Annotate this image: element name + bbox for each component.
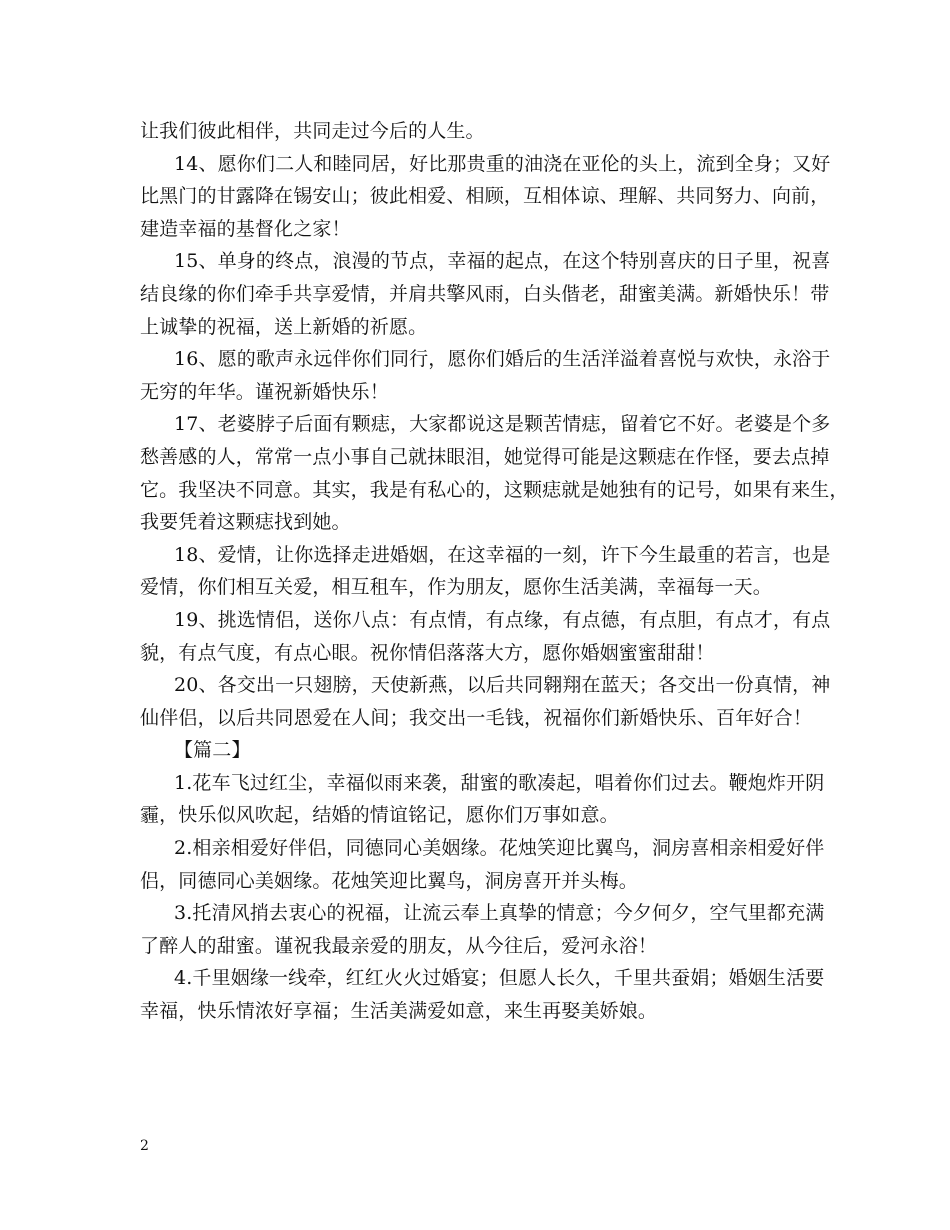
text-line: 15、单身的终点，浪漫的节点，幸福的起点，在这个特别喜庆的日子里，祝喜 [174, 250, 831, 273]
text-line: 它。我坚决不同意。其实，我是有私心的，这颗痣就是她独有的记号，如果有来生， [140, 478, 849, 501]
text-line: 2.相亲相爱好伴侣，同德同心美姻缘。花烛笑迎比翼鸟，洞房喜相亲相爱好伴 [174, 837, 825, 860]
text-line: 貌，有点气度，有点心眼。祝你情侣落落大方，愿你婚姻蜜蜜甜甜！ [140, 641, 715, 664]
text-line: 3.托清风捎去衷心的祝福，让流云奉上真挚的情意；今夕何夕，空气里都充满 [174, 902, 825, 925]
text-line: 17、老婆脖子后面有颗痣，大家都说这是颗苦情痣，留着它不好。老婆是个多 [174, 413, 831, 436]
text-line: 让我们彼此相伴，共同走过今后的人生。 [140, 120, 485, 142]
text-line: 仙伴侣，以后共同恩爱在人间；我交出一毛钱，祝福你们新婚快乐、百年好合！ [140, 706, 812, 729]
text-line: 无穷的年华。谨祝新婚快乐！ [140, 380, 389, 403]
text-line: 1.花车飞过红尘，幸福似雨来袭，甜蜜的歌凑起，唱着你们过去。鞭炮炸开阴 [174, 771, 825, 794]
text-line: 霾，快乐似风吹起，结婚的情谊铭记，愿你们万事如意。 [140, 804, 619, 827]
text-line: 建造幸福的基督化之家！ [140, 217, 351, 240]
text-line: 4.千里姻缘一线牵，红红火火过婚宴；但愿人长久，千里共蚕娟；婚姻生活要 [174, 967, 825, 990]
text-line: 幸福，快乐情浓好享福；生活美满爱如意，来生再娶美娇娘。 [140, 1000, 658, 1023]
document-body [140, 115, 849, 1028]
text-line: 16、愿的歌声永远伴你们同行，愿你们婚后的生活洋溢着喜悦与欢快，永浴于 [174, 348, 831, 371]
text-line: 【篇二】 [174, 739, 251, 762]
text-line: 18、爱情，让你选择走进婚姻，在这幸福的一刻，许下今生最重的若言，也是 [174, 543, 831, 566]
text-line: 比黑门的甘露降在锡安山；彼此相爱、相顾，互相体谅、理解、共同努力、向前， [140, 185, 830, 208]
text-line: 上诚挚的祝福，送上新婚的祈愿。 [140, 315, 428, 338]
text-line: 愁善感的人，常常一点小事自己就抹眼泪，她觉得可能是这颗痣在作怪，要去点掉 [140, 445, 830, 468]
text-line: 20、各交出一只翅膀，天使新燕，以后共同翱翔在蓝天；各交出一份真情，神 [174, 674, 831, 697]
text-line: 19、挑选情侣，送你八点：有点情，有点缘，有点德，有点胆，有点才，有点 [174, 608, 831, 631]
text-line: 14、愿你们二人和睦同居，好比那贵重的油浇在亚伦的头上，流到全身；又好 [174, 152, 831, 175]
page-number: 2 [140, 1138, 149, 1154]
text-line: 了醉人的甜蜜。谨祝我最亲爱的朋友，从今往后，爱河永浴！ [140, 934, 658, 957]
text-line: 我要凭着这颗痣找到她。 [140, 511, 351, 534]
text-line: 侣，同德同心美姻缘。花烛笑迎比翼鸟，洞房喜开并头梅。 [140, 869, 638, 892]
text-line: 结良缘的你们牵手共享爱情，并肩共擎风雨，白头偕老，甜蜜美满。新婚快乐！带 [140, 282, 830, 305]
text-line: 爱情，你们相互关爱，相互租车，作为朋友，愿你生活美满，幸福每一天。 [140, 576, 772, 599]
